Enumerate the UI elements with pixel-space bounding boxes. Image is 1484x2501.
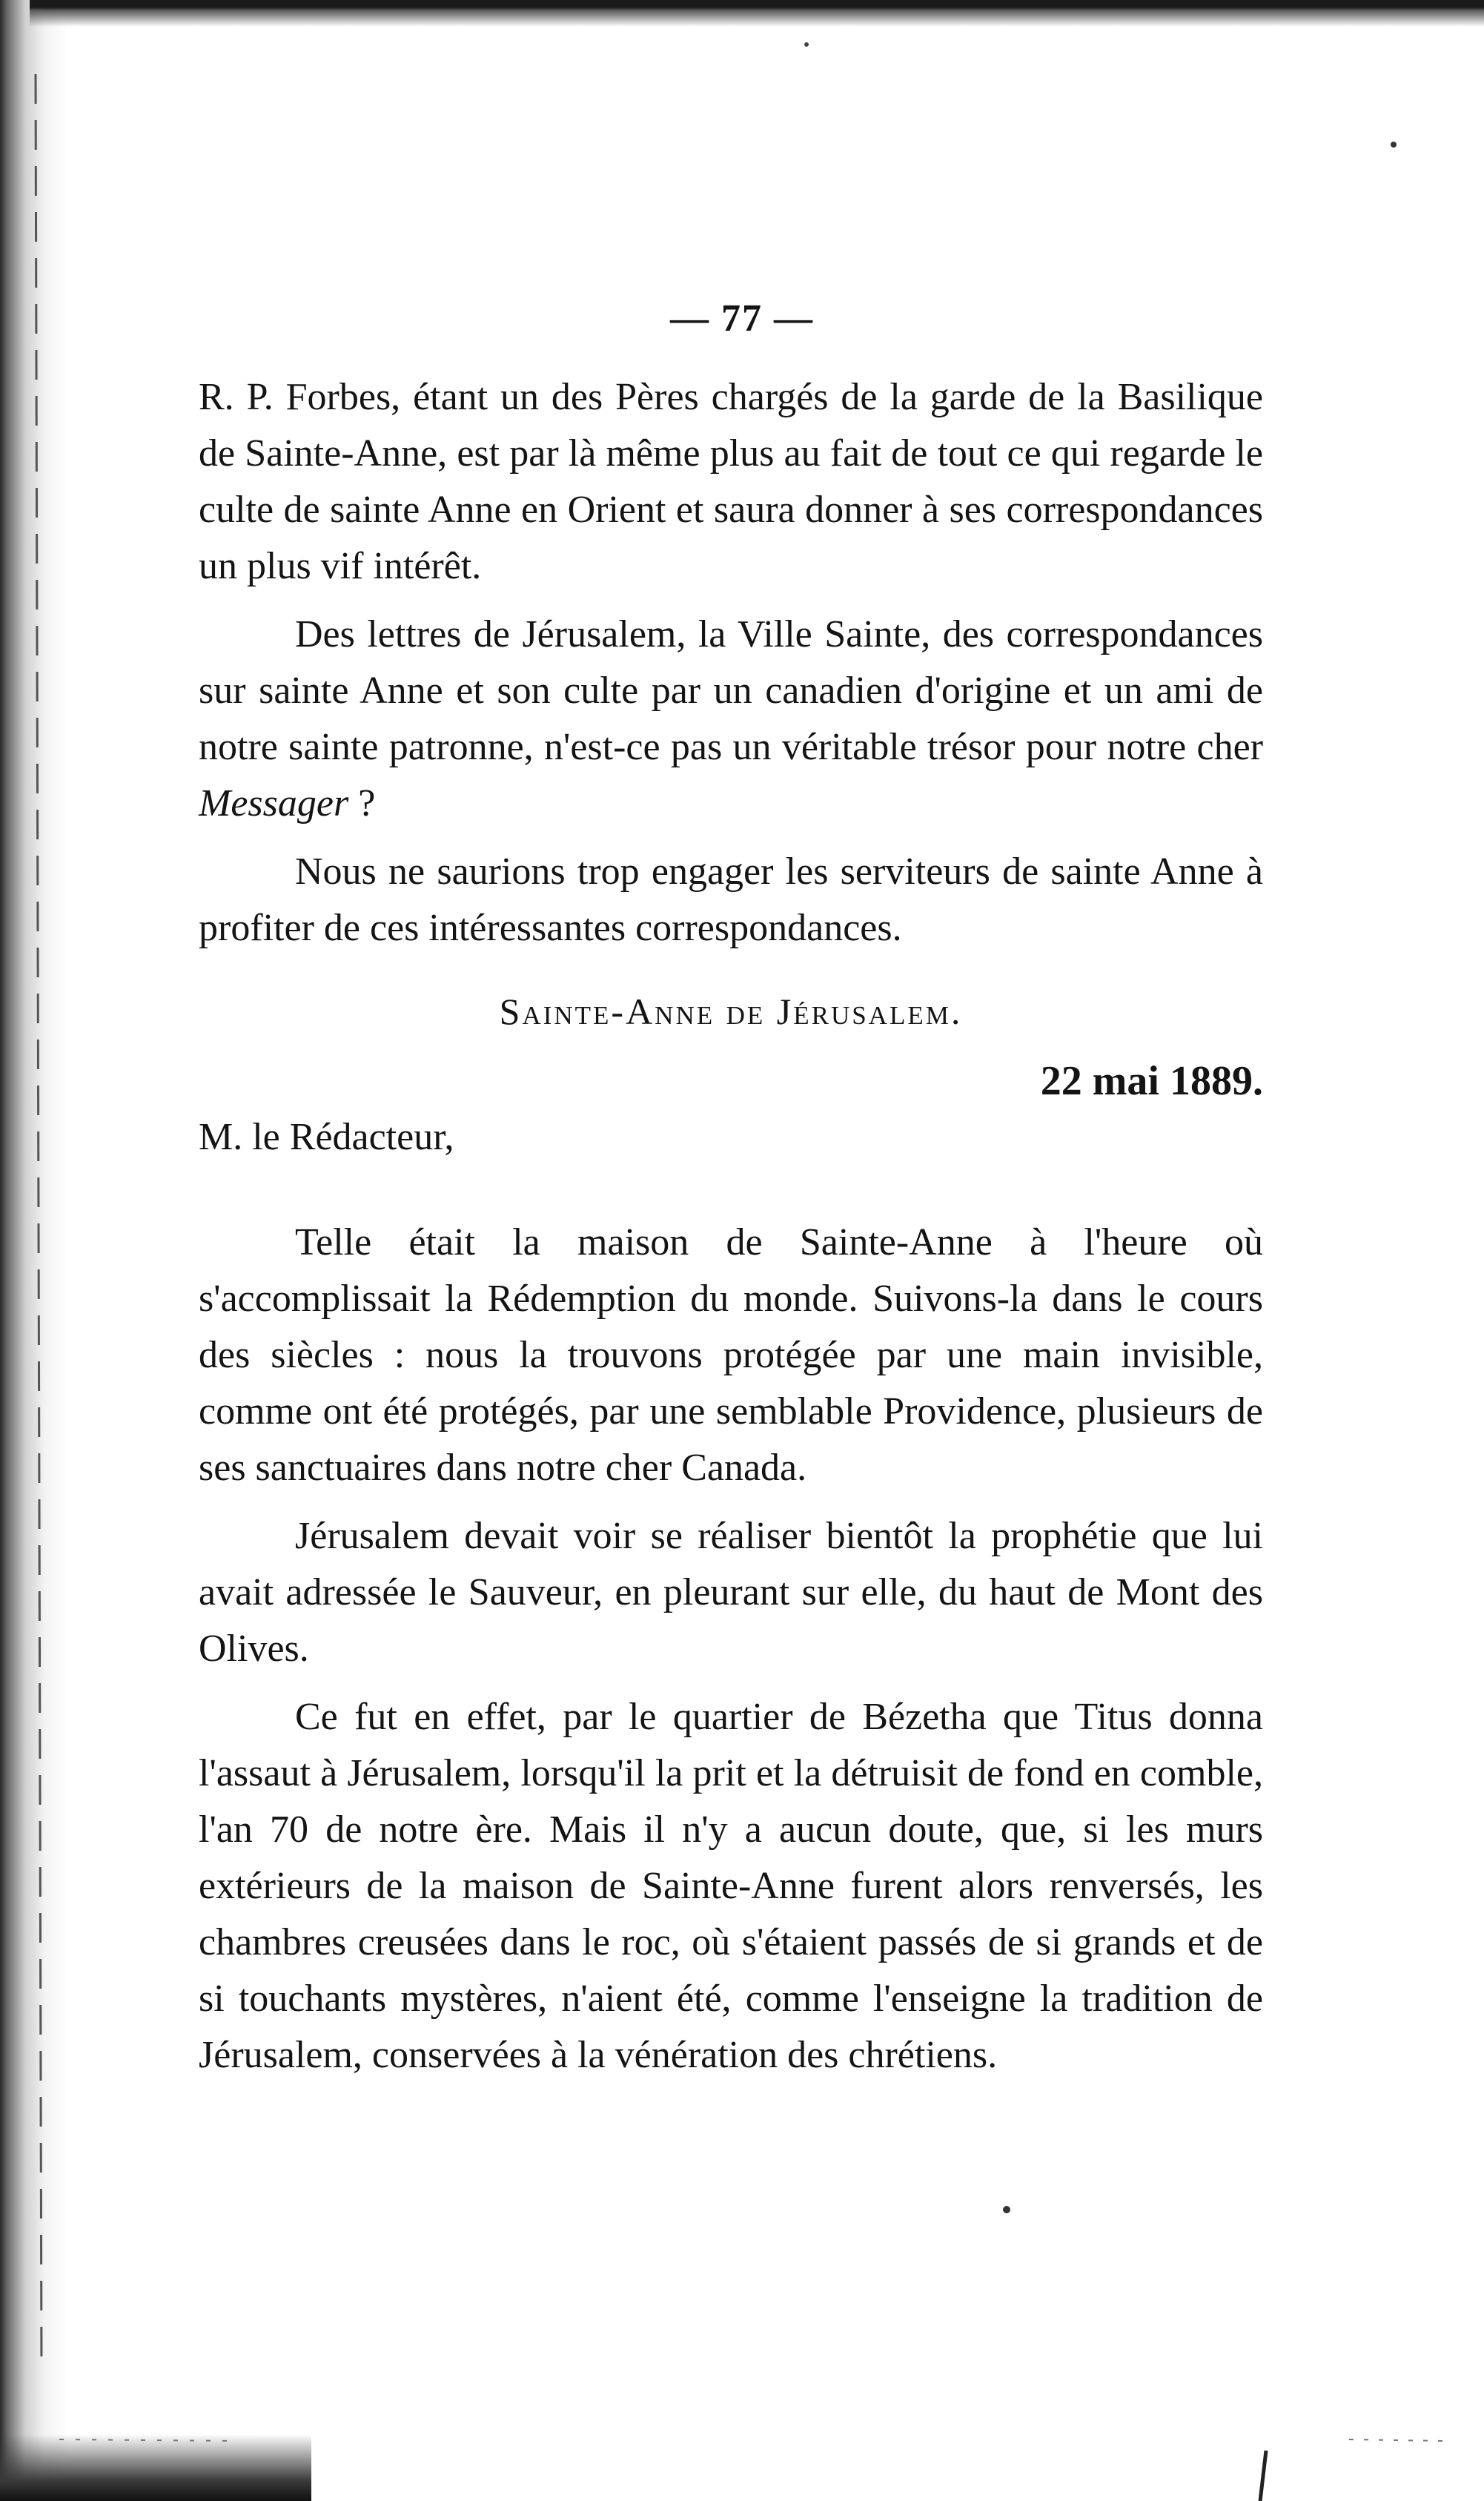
scan-bottom-edge <box>0 2434 311 2501</box>
letter-paragraph: Jérusalem devait voir se réaliser bientôt la prophétie que lui avait adressée le Sauveur, en pleurant sur elle, du haut de Mont des Olives. <box>199 1515 1263 1670</box>
scan-top-edge <box>30 0 1484 27</box>
intro-paragraph <box>199 607 1263 832</box>
letter-paragraph: Ce fut en effet, par le quartier de Bézetha que Titus donna l'assaut à Jérusalem, lorsqu'il la prit et la détruisit de fond en comble, l'an 70 de notre ère. Mais il n'y a aucun doute, que, si les murs extérieurs de la maison de Sainte-Anne furent alors renversés, les chambres creusées dans le roc, où s'étaient passés de si grands et de si touchants mystères, n'aient été, comme l'enseigne la tradition de Jérusalem, conservées à la vénération des chrétiens. <box>199 1696 1263 2076</box>
intro-paragraph: R. P. Forbes, étant un des Pères chargés de la garde de la Basilique de Sainte-Anne, est par là même plus au fait de tout ce qui regarde le culte de sainte Anne en Orient et saura donner à ses correspondances un plus vif intérêt. <box>199 376 1263 587</box>
text-column <box>199 369 1263 2095</box>
page-binding-edge <box>0 0 68 2501</box>
intro-paragraph-end: ? <box>348 782 376 825</box>
letter-salutation: M. le Rédacteur, <box>199 1116 454 1158</box>
intro-paragraph-text: Des lettres de Jérusalem, la Ville Sainte, des correspondances sur sainte Anne et son culte par un canadien d'origine et un ami de notre sainte patronne, n'est-ce pas un véritable trésor pour notre cher <box>199 613 1263 768</box>
page-number: — 77 — <box>670 297 814 340</box>
letter-paragraph: Telle était la maison de Sainte-Anne à l'heure où s'accomplissait la Rédemption du monde. Suivons-la dans le cours des siècles : nous la trouvons protégée par une main invisible, comme ont été protégés, par une semblable Providence, plusieurs de ses sanctuaires dans notre cher Canada. <box>199 1221 1263 1489</box>
magazine-title: Messager <box>199 782 349 825</box>
intro-paragraph: Nous ne saurions trop engager les serviteurs de sainte Anne à profiter de ces intéressantes correspondances. <box>199 850 1263 949</box>
letter-heading: Sainte-Anne de Jérusalem. <box>499 991 963 1032</box>
letter-date: 22 mai 1889. <box>1040 1058 1263 1104</box>
